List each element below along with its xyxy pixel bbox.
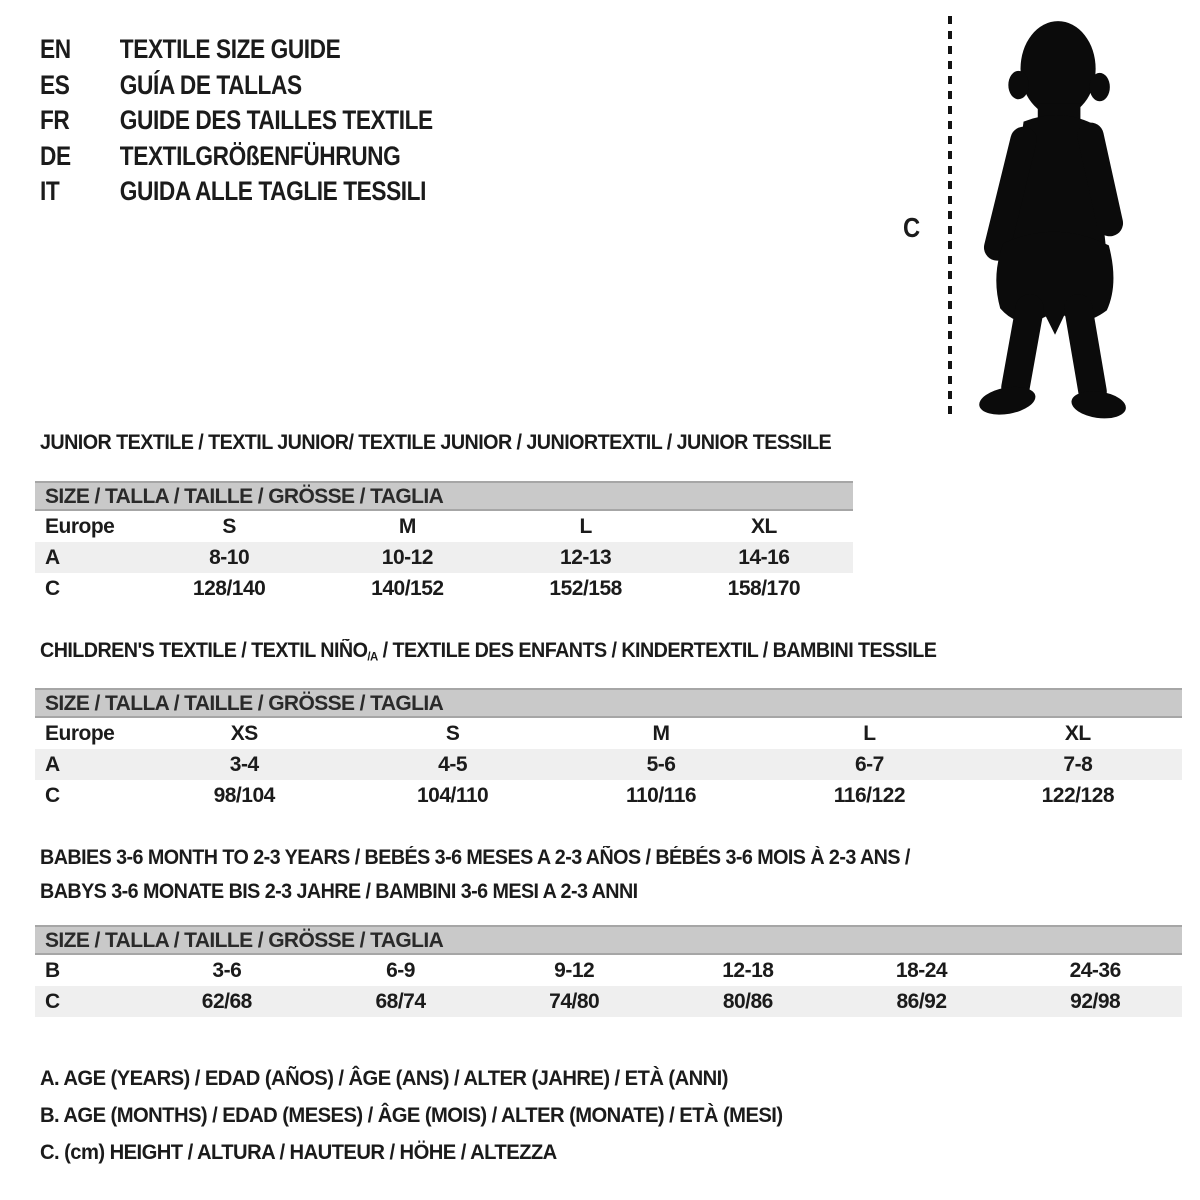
babies-table-rows bbox=[35, 955, 1182, 1017]
size-cell: L bbox=[863, 722, 876, 745]
table-row bbox=[35, 986, 1182, 1017]
size-cell: 68/74 bbox=[375, 990, 426, 1013]
table-row bbox=[35, 511, 853, 542]
size-cell: L bbox=[579, 515, 592, 538]
children-heading-text: / TEXTILE DES ENFANTS / KINDERTEXTIL / BAMBINI TESSILE bbox=[377, 639, 937, 662]
size-cell: 7-8 bbox=[1063, 753, 1093, 776]
babies-heading-line1: BABIES 3-6 MONTH TO 2-3 YEARS / BEBÉS 3-6 MESES A 2-3 AÑOS / BÉBÉS 3-6 MOIS À 2-3 ANS / bbox=[40, 846, 910, 869]
children-table-rows bbox=[35, 718, 1182, 811]
size-cell: 12-18 bbox=[722, 959, 774, 982]
size-cell: 10-12 bbox=[381, 546, 433, 569]
size-cell: 128/140 bbox=[192, 577, 266, 600]
table-row bbox=[35, 542, 853, 573]
size-cell: 3-6 bbox=[212, 959, 242, 982]
babies-heading-line2: BABYS 3-6 MONATE BIS 2-3 JAHRE / BAMBINI 3-6 MESI A 2-3 ANNI bbox=[40, 880, 638, 903]
size-cell: 3-4 bbox=[229, 753, 259, 776]
size-cell: M bbox=[652, 722, 670, 745]
language-code: DE bbox=[40, 140, 71, 171]
size-cell: S bbox=[222, 515, 236, 538]
row-label: A bbox=[45, 546, 60, 569]
table-row bbox=[35, 780, 1182, 811]
size-cell: 140/152 bbox=[371, 577, 444, 600]
size-cell: 9-12 bbox=[554, 959, 595, 982]
size-cell: 80/86 bbox=[722, 990, 773, 1013]
size-cell: 8-10 bbox=[209, 546, 250, 569]
size-cell: 6-7 bbox=[854, 753, 884, 776]
table-row bbox=[35, 749, 1182, 780]
guide-title: GUÍA DE TALLAS bbox=[119, 69, 302, 100]
size-cell: 62/68 bbox=[201, 990, 252, 1013]
table-row bbox=[35, 955, 1182, 986]
row-label: C bbox=[45, 577, 60, 600]
language-list bbox=[40, 32, 433, 210]
size-cell: 24-36 bbox=[1069, 959, 1121, 982]
size-cell: 116/122 bbox=[833, 784, 906, 807]
size-cell: 86/92 bbox=[896, 990, 947, 1013]
language-code: ES bbox=[40, 69, 70, 100]
legend-line-a: A. AGE (YEARS) / EDAD (AÑOS) / ÂGE (ANS) / ALTER (JAHRE) / ETÀ (ANNI) bbox=[40, 1066, 728, 1090]
junior-table-rows bbox=[35, 511, 853, 604]
height-measure-dashed-line bbox=[948, 16, 952, 416]
language-row bbox=[40, 174, 433, 210]
language-row bbox=[40, 139, 433, 175]
size-cell: 12-13 bbox=[560, 546, 612, 569]
size-cell: 5-6 bbox=[646, 753, 676, 776]
junior-size-table bbox=[35, 481, 853, 604]
size-cell: 98/104 bbox=[213, 784, 275, 807]
language-row bbox=[40, 32, 433, 68]
children-heading-text: CHILDREN'S TEXTILE / TEXTIL NIÑO bbox=[40, 639, 368, 662]
children-heading-subscript: /A bbox=[367, 649, 378, 664]
size-cell: 110/116 bbox=[625, 784, 697, 807]
size-cell: 74/80 bbox=[549, 990, 600, 1013]
size-cell: 14-16 bbox=[738, 546, 790, 569]
guide-title: GUIDE DES TAILLES TEXTILE bbox=[119, 105, 433, 136]
babies-size-table bbox=[35, 925, 1182, 1017]
legend-line-c: C. (cm) HEIGHT / ALTURA / HAUTEUR / HÖHE / ALTEZZA bbox=[40, 1140, 557, 1164]
size-cell: 122/128 bbox=[1041, 784, 1115, 807]
size-cell: M bbox=[398, 515, 416, 538]
guide-title: TEXTILE SIZE GUIDE bbox=[119, 34, 341, 65]
row-label: A bbox=[45, 753, 60, 776]
language-row bbox=[40, 103, 433, 139]
size-header-bar: SIZE / TALLA / TAILLE / GRÖSSE / TAGLIA bbox=[35, 481, 853, 511]
language-code: EN bbox=[40, 34, 71, 65]
size-cell: XL bbox=[750, 515, 777, 538]
toddler-silhouette-image bbox=[964, 14, 1142, 420]
size-cell: 92/98 bbox=[1070, 990, 1121, 1013]
size-cell: 6-9 bbox=[386, 959, 415, 982]
children-size-table bbox=[35, 688, 1182, 811]
language-row bbox=[40, 68, 433, 104]
guide-title: TEXTILGRÖßENFÜHRUNG bbox=[119, 140, 401, 171]
language-code: IT bbox=[40, 176, 60, 207]
size-header-bar: SIZE / TALLA / TAILLE / GRÖSSE / TAGLIA bbox=[35, 925, 1182, 955]
language-code: FR bbox=[40, 105, 70, 136]
size-cell: XS bbox=[230, 722, 258, 745]
size-cell: 152/158 bbox=[549, 577, 622, 600]
size-cell: 158/170 bbox=[727, 577, 801, 600]
size-cell: S bbox=[445, 722, 460, 745]
size-cell: 104/110 bbox=[416, 784, 489, 807]
children-section-heading bbox=[40, 639, 936, 663]
table-row bbox=[35, 718, 1182, 749]
row-label: C bbox=[45, 990, 60, 1013]
row-label: Europe bbox=[45, 515, 115, 538]
size-header-bar: SIZE / TALLA / TAILLE / GRÖSSE / TAGLIA bbox=[35, 688, 1182, 718]
legend bbox=[40, 1060, 783, 1171]
legend-line-b: B. AGE (MONTHS) / EDAD (MESES) / ÂGE (MOIS) / ALTER (MONATE) / ETÀ (MESI) bbox=[40, 1103, 783, 1127]
babies-section-heading bbox=[40, 841, 910, 909]
row-label: Europe bbox=[45, 722, 115, 745]
table-row bbox=[35, 573, 853, 604]
junior-section-heading: JUNIOR TEXTILE / TEXTIL JUNIOR/ TEXTILE JUNIOR / JUNIORTEXTIL / JUNIOR TESSILE bbox=[40, 431, 832, 454]
size-cell: XL bbox=[1064, 722, 1091, 745]
size-cell: 4-5 bbox=[438, 753, 468, 776]
guide-title: GUIDA ALLE TAGLIE TESSILI bbox=[119, 176, 426, 207]
row-label: C bbox=[45, 784, 60, 807]
size-cell: 18-24 bbox=[895, 959, 948, 982]
row-label: B bbox=[45, 959, 60, 982]
height-label-c: C bbox=[903, 212, 921, 243]
